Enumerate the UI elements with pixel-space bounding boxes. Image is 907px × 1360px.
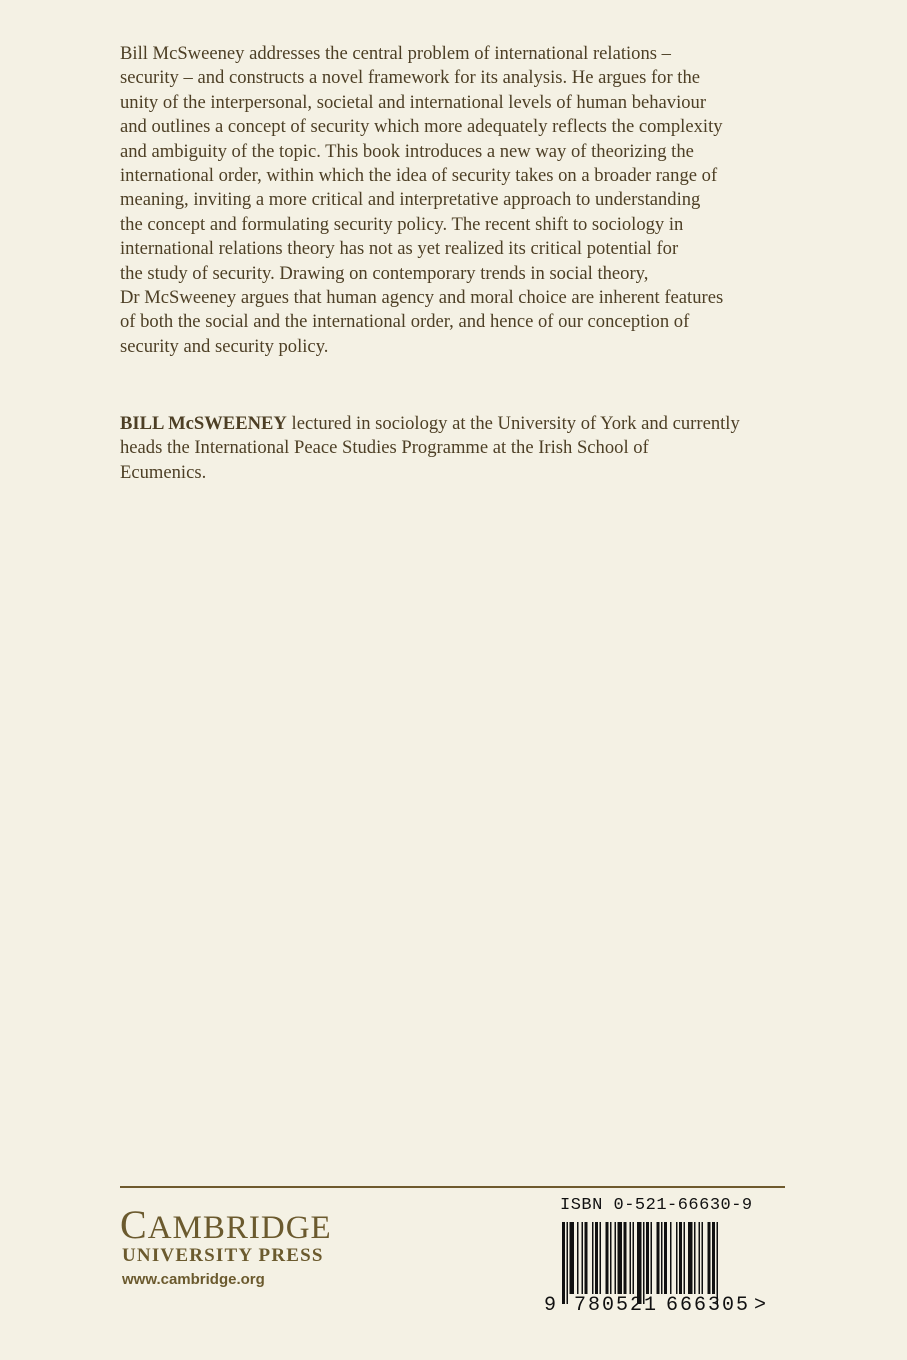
footer-divider — [120, 1186, 785, 1188]
description-line: Dr McSweeney argues that human agency and moral choice are inherent features — [120, 287, 724, 309]
bio-line: heads the International Peace Studies Programme at the Irish School of — [120, 437, 649, 459]
publisher-url[interactable]: www.cambridge.org — [122, 1271, 265, 1288]
description-line: unity of the interpersonal, societal and international levels of human behaviour — [120, 91, 707, 113]
description-line: and outlines a concept of security which more adequately reflects the complexity — [120, 116, 723, 138]
publisher-subtitle: UNIVERSITY PRESS — [122, 1245, 324, 1266]
bio-text: lectured in sociology at the University of York and currently — [286, 413, 740, 434]
description-line: of both the social and the international order, and hence of our conception of — [120, 311, 690, 333]
publisher-logo — [120, 1202, 332, 1288]
book-description — [120, 42, 800, 359]
description-line: security and security policy. — [120, 335, 329, 357]
author-bio — [120, 412, 800, 485]
description-line: international order, within which the idea of security takes on a broader range of — [120, 165, 718, 187]
barcode-icon — [562, 1222, 762, 1304]
description-line: Bill McSweeney addresses the central problem of international relations – — [120, 43, 671, 64]
bio-line — [120, 412, 800, 436]
barcode-digits — [542, 1294, 787, 1318]
description-line: the study of security. Drawing on contemporary trends in social theory, — [120, 262, 649, 284]
description-line: security – and constructs a novel framework for its analysis. He argues for the — [120, 67, 701, 89]
description-line: international relations theory has not as yet realized its critical potential for — [120, 238, 679, 260]
barcode-digits-left: 780521 — [574, 1294, 659, 1317]
description-line: the concept and formulating security policy. The recent shift to sociology in — [120, 213, 684, 235]
description-line: and ambiguity of the topic. This book introduces a new way of theorizing the — [120, 140, 694, 162]
isbn-label: ISBN 0-521-66630-9 — [560, 1196, 753, 1215]
bio-line: Ecumenics. — [120, 461, 207, 483]
author-name: BILL McSWEENEY — [120, 413, 287, 434]
barcode-end-mark: > — [754, 1294, 767, 1317]
barcode-digit-first: 9 — [544, 1294, 557, 1317]
description-line: meaning, inviting a more critical and interpretative approach to understanding — [120, 189, 701, 211]
barcode-digits-right: 666305 — [666, 1294, 751, 1317]
publisher-name: CAMBRIDGE — [120, 1202, 332, 1247]
isbn-barcode-block — [542, 1196, 787, 1316]
